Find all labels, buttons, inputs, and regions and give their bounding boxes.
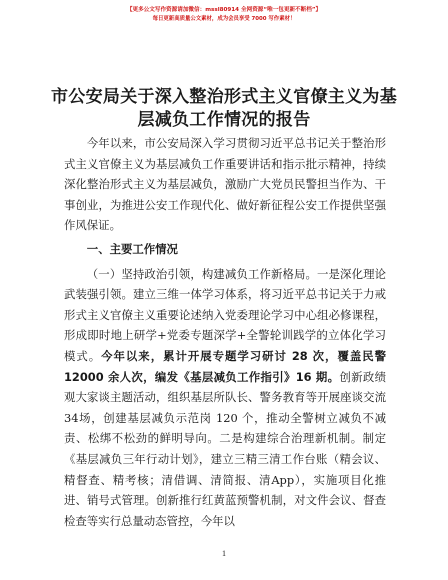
- intro-paragraph: 今年以来，市公安局深入学习贯彻习近平总书记关于整治形式主义官僚主义为基层减负工作重要讲话和指示批示精神，持续深化整治形式主义为基层减负，激励广大党员民警担当作为、干事创业，为推进公安工作现代化、做好新征程公安工作提供坚强作风保证。: [64, 136, 386, 233]
- promo-banner: [0, 6, 448, 24]
- banner-line-2: 每日更新高质量公文素材，成为会员享受 7000 写作素材！: [152, 16, 296, 22]
- title-line-1: 市公安局关于深入整治形式主义官僚主义为基: [51, 87, 397, 107]
- body-paragraph: [64, 264, 386, 532]
- banner-line-1: 【更多公文写作资源请加微信：mssl80914 全网资源“唯一包更新不断档”】: [126, 7, 322, 13]
- paragraph-text-a: （一）坚持政治引领，构建减负工作新格局。一是深化理论武装强引领。建立三维一体学习体系，将习近平总书记关于力戒形式主义官僚主义重要论述纳入党委理论学习中心组必修课程，形成即时地上研学+党委专题深学+全警轮训践学的立体化学习模式。: [64, 266, 386, 363]
- document-body: [64, 133, 386, 531]
- document-title: [0, 86, 448, 132]
- paragraph-bold-stats: 今年以来，累计开展专题学习研讨 28 次，覆盖民警 12000 余人次，编发《基层减负工作指引》16 期。: [64, 348, 386, 384]
- page-number: 1: [222, 549, 226, 558]
- paragraph-text-c: 创新政绩观大家谈主题活动，组织基层所队长、警务教育等开展座谈交流 34场，创建基层减负示范岗 120 个，推动全警树立减负不减责、松绑不松劲的鲜明导向。二是构建综合治理新机制。制定《基层减负三年行动计划》，建立三精三清工作台账（精会议、精督查、精考核；清借调、清简报、清App），实施项目化推进、销号式管理。创新推行红黄蓝预警机制，对文件会议、督查检查等实行总量动态管控，今年以: [64, 369, 386, 528]
- title-line-2: 层减负工作情况的报告: [137, 110, 311, 130]
- section-heading: 一、主要工作情况: [86, 241, 178, 256]
